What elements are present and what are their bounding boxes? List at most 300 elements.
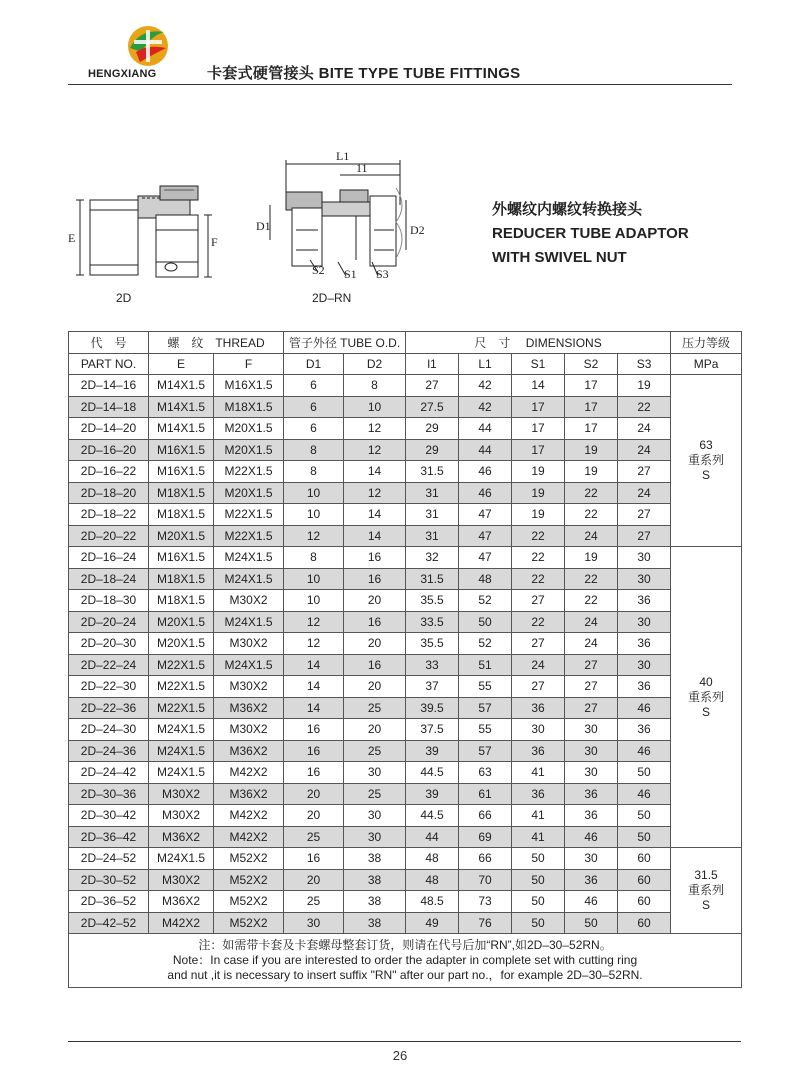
cell-tube-d2: 12 — [344, 439, 406, 461]
pressure-rating-line: 重系列 — [688, 453, 725, 467]
cell-part-no: 2D–22–30 — [69, 676, 149, 698]
cell-part-no: 2D–18–24 — [69, 568, 149, 590]
cell-dim-s1: 50 — [512, 912, 565, 934]
cell-tube-d1: 30 — [284, 912, 344, 934]
cell-thread-f: M52X2 — [214, 912, 284, 934]
order-note — [69, 934, 742, 988]
cell-thread-f: M42X2 — [214, 762, 284, 784]
cell-part-no: 2D–16–22 — [69, 461, 149, 483]
cell-part-no: 2D–30–42 — [69, 805, 149, 827]
cell-dim-l: 44.5 — [406, 762, 459, 784]
cell-tube-d1: 20 — [284, 805, 344, 827]
cell-tube-d1: 6 — [284, 418, 344, 440]
cell-thread-e: M20X1.5 — [149, 525, 214, 547]
cell-dim-l1: 50 — [459, 611, 512, 633]
cell-part-no: 2D–18–30 — [69, 590, 149, 612]
cell-thread-f: M30X2 — [214, 590, 284, 612]
cell-dim-l: 39 — [406, 783, 459, 805]
cell-tube-d1: 10 — [284, 504, 344, 526]
cell-part-no: 2D–24–36 — [69, 740, 149, 762]
cell-dim-l: 31.5 — [406, 461, 459, 483]
pressure-rating-line: 40 — [699, 674, 713, 689]
cell-thread-f: M30X2 — [214, 633, 284, 655]
pressure-rating-line: 31.5 — [694, 868, 718, 882]
cell-dim-l1: 73 — [459, 891, 512, 913]
cell-dim-l1: 57 — [459, 697, 512, 719]
cell-dim-s3: 46 — [618, 697, 671, 719]
cell-dim-l: 31.5 — [406, 568, 459, 590]
cell-dim-s2: 19 — [565, 461, 618, 483]
cell-dim-l: 31 — [406, 482, 459, 504]
cell-thread-e: M14X1.5 — [149, 418, 214, 440]
cell-tube-d1: 14 — [284, 654, 344, 676]
product-title — [492, 198, 689, 270]
technical-drawing — [60, 150, 440, 310]
cell-thread-e: M20X1.5 — [149, 633, 214, 655]
cell-dim-s2: 22 — [565, 568, 618, 590]
cell-dim-s1: 27 — [512, 633, 565, 655]
page-header-title: 卡套式硬管接头 BITE TYPE TUBE FITTINGS — [207, 65, 521, 82]
cell-thread-e: M14X1.5 — [149, 396, 214, 418]
cell-thread-e: M22X1.5 — [149, 697, 214, 719]
header-d2: D2 — [344, 353, 406, 375]
cell-dim-l: 44 — [406, 826, 459, 848]
table-row — [69, 396, 742, 418]
cell-dim-s3: 22 — [618, 396, 671, 418]
pressure-rating-line: S — [702, 468, 711, 482]
cell-dim-s2: 30 — [565, 719, 618, 741]
header-tube-od: 管子外径 TUBE O.D. — [284, 332, 406, 354]
drawing-2d-rn — [256, 150, 425, 305]
cell-part-no: 2D–24–52 — [69, 848, 149, 870]
header-part-no: PART NO. — [69, 353, 149, 375]
cell-tube-d1: 6 — [284, 375, 344, 397]
cell-dim-s3: 24 — [618, 482, 671, 504]
cell-dim-s3: 24 — [618, 439, 671, 461]
cell-tube-d1: 25 — [284, 891, 344, 913]
cell-part-no: 2D–18–22 — [69, 504, 149, 526]
cell-dim-s1: 41 — [512, 762, 565, 784]
cell-dim-s3: 30 — [618, 568, 671, 590]
pressure-rating-line: 63 — [699, 438, 713, 452]
cell-dim-s2: 30 — [565, 762, 618, 784]
cell-dim-s2: 36 — [565, 869, 618, 891]
order-note-en-line1: Note：In case if you are interested to order the adapter in complete set with cutting ring — [172, 953, 638, 967]
product-title-en-line1: REDUCER TUBE ADAPTOR — [492, 225, 689, 242]
cell-part-no: 2D–30–36 — [69, 783, 149, 805]
cell-dim-s2: 36 — [565, 783, 618, 805]
cell-dim-l: 49 — [406, 912, 459, 934]
cell-dim-s2: 30 — [565, 848, 618, 870]
header-l: l1 — [406, 353, 459, 375]
cell-thread-e: M30X2 — [149, 783, 214, 805]
cell-tube-d2: 12 — [344, 482, 406, 504]
cell-tube-d2: 20 — [344, 719, 406, 741]
cell-tube-d1: 16 — [284, 848, 344, 870]
cell-thread-e: M16X1.5 — [149, 439, 214, 461]
cell-dim-l1: 66 — [459, 848, 512, 870]
cell-dim-l1: 44 — [459, 418, 512, 440]
cell-thread-e: M18X1.5 — [149, 504, 214, 526]
cell-thread-e: M14X1.5 — [149, 375, 214, 397]
cell-thread-e: M36X2 — [149, 826, 214, 848]
cell-dim-l: 48.5 — [406, 891, 459, 913]
pressure-rating — [671, 547, 742, 848]
cell-part-no: 2D–14–18 — [69, 396, 149, 418]
cell-tube-d2: 38 — [344, 848, 406, 870]
cell-tube-d1: 10 — [284, 590, 344, 612]
table-row — [69, 805, 742, 827]
cell-dim-s2: 50 — [565, 912, 618, 934]
cell-dim-s2: 24 — [565, 525, 618, 547]
cell-dim-l1: 48 — [459, 568, 512, 590]
header-f: F — [214, 353, 284, 375]
pressure-rating-line: 重系列 — [688, 689, 725, 704]
cell-tube-d2: 38 — [344, 869, 406, 891]
cell-thread-f: M30X2 — [214, 719, 284, 741]
cell-tube-d2: 8 — [344, 375, 406, 397]
cell-dim-l: 29 — [406, 418, 459, 440]
cell-part-no: 2D–30–52 — [69, 869, 149, 891]
table-row — [69, 504, 742, 526]
cell-dim-s3: 27 — [618, 525, 671, 547]
header-d1: D1 — [284, 353, 344, 375]
dim-s2-label: S2 — [312, 263, 325, 277]
cell-dim-s3: 27 — [618, 504, 671, 526]
cell-tube-d1: 14 — [284, 676, 344, 698]
table-row — [69, 633, 742, 655]
cell-tube-d2: 25 — [344, 740, 406, 762]
cell-dim-s1: 30 — [512, 719, 565, 741]
table-row — [69, 611, 742, 633]
cell-thread-f: M36X2 — [214, 783, 284, 805]
cell-tube-d2: 16 — [344, 568, 406, 590]
cell-dim-l1: 61 — [459, 783, 512, 805]
dim-f-label: F — [211, 235, 218, 249]
cell-tube-d1: 8 — [284, 439, 344, 461]
table-row — [69, 891, 742, 913]
cell-dim-l1: 46 — [459, 461, 512, 483]
table-row — [69, 418, 742, 440]
cell-dim-s1: 22 — [512, 611, 565, 633]
cell-part-no: 2D–16–24 — [69, 547, 149, 569]
cell-dim-s2: 30 — [565, 740, 618, 762]
header-divider — [68, 84, 732, 85]
cell-thread-f: M24X1.5 — [214, 654, 284, 676]
cell-dim-s2: 17 — [565, 418, 618, 440]
cell-thread-f: M52X2 — [214, 891, 284, 913]
hengxiang-logo-icon — [120, 22, 176, 68]
table-row — [69, 547, 742, 569]
cell-thread-f: M16X1.5 — [214, 375, 284, 397]
cell-thread-f: M24X1.5 — [214, 547, 284, 569]
header-code: 代 号 — [69, 332, 149, 354]
cell-dim-s3: 19 — [618, 375, 671, 397]
cell-dim-s3: 27 — [618, 461, 671, 483]
cell-part-no: 2D–42–52 — [69, 912, 149, 934]
cell-thread-e: M20X1.5 — [149, 611, 214, 633]
cell-dim-s1: 22 — [512, 547, 565, 569]
table-row — [69, 869, 742, 891]
cell-dim-s1: 19 — [512, 461, 565, 483]
cell-dim-s3: 46 — [618, 783, 671, 805]
header-s1: S1 — [512, 353, 565, 375]
cell-dim-s2: 46 — [565, 891, 618, 913]
cell-dim-l: 37 — [406, 676, 459, 698]
cell-dim-l: 27.5 — [406, 396, 459, 418]
cell-dim-l1: 63 — [459, 762, 512, 784]
order-note-cn: 注：如需带卡套及卡套螺母整套订货，则请在代号后加“RN”,如2D–30–52RN。 — [198, 938, 612, 952]
cell-thread-e: M16X1.5 — [149, 547, 214, 569]
cell-dim-l: 32 — [406, 547, 459, 569]
cell-thread-f: M22X1.5 — [214, 461, 284, 483]
cell-thread-e: M24X1.5 — [149, 848, 214, 870]
cell-dim-l: 48 — [406, 869, 459, 891]
cell-dim-l: 29 — [406, 439, 459, 461]
cell-thread-e: M30X2 — [149, 869, 214, 891]
cell-dim-l: 44.5 — [406, 805, 459, 827]
brand-name: HENGXIANG — [88, 68, 157, 80]
cell-tube-d2: 16 — [344, 547, 406, 569]
cell-thread-f: M30X2 — [214, 676, 284, 698]
cell-dim-s2: 17 — [565, 375, 618, 397]
cell-dim-s2: 19 — [565, 439, 618, 461]
cell-tube-d2: 12 — [344, 418, 406, 440]
cell-tube-d2: 16 — [344, 611, 406, 633]
pressure-rating — [671, 848, 742, 934]
cell-part-no: 2D–20–22 — [69, 525, 149, 547]
cell-dim-l1: 76 — [459, 912, 512, 934]
cell-dim-l1: 51 — [459, 654, 512, 676]
product-title-cn: 外螺纹内螺纹转换接头 — [492, 201, 643, 218]
cell-thread-e: M24X1.5 — [149, 762, 214, 784]
cell-dim-l: 33 — [406, 654, 459, 676]
cell-part-no: 2D–22–24 — [69, 654, 149, 676]
cell-dim-l1: 55 — [459, 719, 512, 741]
cell-tube-d2: 30 — [344, 762, 406, 784]
page-number: 26 — [392, 1048, 408, 1063]
cell-dim-s2: 17 — [565, 396, 618, 418]
header-e: E — [149, 353, 214, 375]
cell-dim-l: 35.5 — [406, 590, 459, 612]
cell-dim-s3: 30 — [618, 547, 671, 569]
cell-tube-d1: 16 — [284, 762, 344, 784]
table-body — [69, 375, 742, 934]
cell-dim-s3: 60 — [618, 912, 671, 934]
cell-dim-l1: 44 — [459, 439, 512, 461]
label-2d: 2D — [116, 291, 132, 305]
cell-dim-l: 39 — [406, 740, 459, 762]
cell-dim-s1: 22 — [512, 568, 565, 590]
footer-divider — [68, 1041, 741, 1042]
cell-tube-d1: 25 — [284, 826, 344, 848]
cell-tube-d2: 14 — [344, 504, 406, 526]
cell-dim-s2: 24 — [565, 633, 618, 655]
cell-dim-s1: 36 — [512, 697, 565, 719]
cell-dim-l1: 55 — [459, 676, 512, 698]
header-mpa: MPa — [671, 353, 742, 375]
table-row — [69, 912, 742, 934]
cell-tube-d2: 30 — [344, 805, 406, 827]
cell-part-no: 2D–36–52 — [69, 891, 149, 913]
cell-part-no: 2D–22–36 — [69, 697, 149, 719]
cell-tube-d1: 14 — [284, 697, 344, 719]
product-title-en-line2: WITH SWIVEL NUT — [492, 249, 627, 266]
cell-thread-f: M36X2 — [214, 697, 284, 719]
header-thread: 螺 纹 THREAD — [149, 332, 284, 354]
cell-thread-e: M30X2 — [149, 805, 214, 827]
header-s3: S3 — [618, 353, 671, 375]
table-row — [69, 525, 742, 547]
cell-dim-s1: 36 — [512, 740, 565, 762]
cell-dim-s3: 60 — [618, 891, 671, 913]
cell-thread-e: M18X1.5 — [149, 482, 214, 504]
cell-dim-s1: 41 — [512, 826, 565, 848]
cell-tube-d2: 30 — [344, 826, 406, 848]
cell-dim-s3: 50 — [618, 805, 671, 827]
header-dimensions: 尺 寸 DIMENSIONS — [406, 332, 671, 354]
cell-thread-f: M42X2 — [214, 805, 284, 827]
cell-dim-s2: 22 — [565, 504, 618, 526]
cell-dim-s1: 14 — [512, 375, 565, 397]
cell-part-no: 2D–36–42 — [69, 826, 149, 848]
table-row — [69, 740, 742, 762]
cell-dim-s1: 36 — [512, 783, 565, 805]
cell-part-no: 2D–16–20 — [69, 439, 149, 461]
pressure-rating — [671, 375, 742, 547]
cell-dim-l1: 57 — [459, 740, 512, 762]
cell-tube-d1: 12 — [284, 525, 344, 547]
cell-tube-d2: 16 — [344, 654, 406, 676]
cell-dim-l1: 52 — [459, 590, 512, 612]
header-pressure: 压力等级 — [671, 332, 742, 354]
cell-tube-d2: 14 — [344, 525, 406, 547]
specification-table — [68, 331, 742, 988]
cell-tube-d1: 10 — [284, 482, 344, 504]
dim-e-label: E — [68, 231, 76, 245]
cell-dim-l1: 42 — [459, 396, 512, 418]
cell-tube-d2: 20 — [344, 590, 406, 612]
header-l1: L1 — [459, 353, 512, 375]
cell-thread-e: M18X1.5 — [149, 590, 214, 612]
cell-thread-f: M22X1.5 — [214, 504, 284, 526]
table-row — [69, 482, 742, 504]
cell-thread-f: M24X1.5 — [214, 611, 284, 633]
cell-dim-s3: 60 — [618, 848, 671, 870]
cell-dim-l1: 47 — [459, 504, 512, 526]
cell-dim-s3: 36 — [618, 633, 671, 655]
label-2d-rn: 2D–RN — [312, 291, 352, 305]
cell-dim-l1: 46 — [459, 482, 512, 504]
cell-dim-l: 31 — [406, 504, 459, 526]
cell-dim-s2: 46 — [565, 826, 618, 848]
cell-part-no: 2D–14–20 — [69, 418, 149, 440]
cell-dim-s3: 50 — [618, 826, 671, 848]
cell-thread-f: M20X1.5 — [214, 482, 284, 504]
cell-thread-f: M52X2 — [214, 869, 284, 891]
cell-thread-e: M42X2 — [149, 912, 214, 934]
cell-dim-s2: 27 — [565, 697, 618, 719]
cell-dim-s1: 19 — [512, 504, 565, 526]
table-row — [69, 654, 742, 676]
dim-11-label: 11 — [356, 161, 368, 175]
pressure-rating-line: S — [702, 704, 711, 719]
table-row — [69, 439, 742, 461]
cell-dim-s1: 17 — [512, 439, 565, 461]
cell-dim-l1: 42 — [459, 375, 512, 397]
cell-dim-s3: 30 — [618, 654, 671, 676]
cell-dim-s3: 36 — [618, 719, 671, 741]
table-row — [69, 590, 742, 612]
cell-dim-s2: 27 — [565, 654, 618, 676]
cell-dim-s1: 17 — [512, 418, 565, 440]
table-row — [69, 676, 742, 698]
cell-dim-l: 31 — [406, 525, 459, 547]
cell-thread-e: M24X1.5 — [149, 740, 214, 762]
cell-dim-s3: 24 — [618, 418, 671, 440]
cell-dim-s1: 41 — [512, 805, 565, 827]
cell-dim-s2: 27 — [565, 676, 618, 698]
cell-tube-d2: 38 — [344, 891, 406, 913]
cell-dim-l: 27 — [406, 375, 459, 397]
order-note-en-line2: and nut ,it is necessary to insert suffix "RN" after our part no.，for example 2D–30–52RN. — [167, 968, 643, 982]
cell-dim-l: 33.5 — [406, 611, 459, 633]
cell-tube-d2: 10 — [344, 396, 406, 418]
cell-part-no: 2D–20–24 — [69, 611, 149, 633]
cell-tube-d1: 8 — [284, 461, 344, 483]
table-row — [69, 762, 742, 784]
cell-part-no: 2D–20–30 — [69, 633, 149, 655]
cell-tube-d1: 12 — [284, 611, 344, 633]
cell-dim-s1: 17 — [512, 396, 565, 418]
dim-s1-label: S1 — [344, 267, 357, 281]
cell-dim-s2: 24 — [565, 611, 618, 633]
pressure-rating-line: 重系列 — [688, 883, 725, 897]
cell-tube-d2: 14 — [344, 461, 406, 483]
cell-thread-e: M22X1.5 — [149, 676, 214, 698]
table-row — [69, 461, 742, 483]
cell-dim-s1: 24 — [512, 654, 565, 676]
cell-dim-s3: 46 — [618, 740, 671, 762]
table-row — [69, 719, 742, 741]
cell-dim-s2: 22 — [565, 482, 618, 504]
cell-thread-f: M20X1.5 — [214, 418, 284, 440]
header-s2: S2 — [565, 353, 618, 375]
cell-tube-d2: 20 — [344, 633, 406, 655]
cell-dim-s2: 36 — [565, 805, 618, 827]
cell-dim-s2: 22 — [565, 590, 618, 612]
cell-dim-s1: 22 — [512, 525, 565, 547]
cell-tube-d2: 20 — [344, 676, 406, 698]
cell-part-no: 2D–18–20 — [69, 482, 149, 504]
cell-tube-d1: 20 — [284, 783, 344, 805]
cell-tube-d1: 6 — [284, 396, 344, 418]
cell-thread-e: M16X1.5 — [149, 461, 214, 483]
dim-d1-label: D1 — [256, 219, 271, 233]
cell-dim-l: 37.5 — [406, 719, 459, 741]
cell-dim-l: 39.5 — [406, 697, 459, 719]
cell-dim-s1: 50 — [512, 891, 565, 913]
cell-dim-l: 35.5 — [406, 633, 459, 655]
cell-tube-d1: 10 — [284, 568, 344, 590]
cell-tube-d2: 25 — [344, 697, 406, 719]
drawing-2d — [68, 186, 218, 305]
cell-thread-f: M22X1.5 — [214, 525, 284, 547]
cell-tube-d2: 38 — [344, 912, 406, 934]
table-row — [69, 826, 742, 848]
cell-tube-d1: 16 — [284, 719, 344, 741]
cell-thread-e: M22X1.5 — [149, 654, 214, 676]
